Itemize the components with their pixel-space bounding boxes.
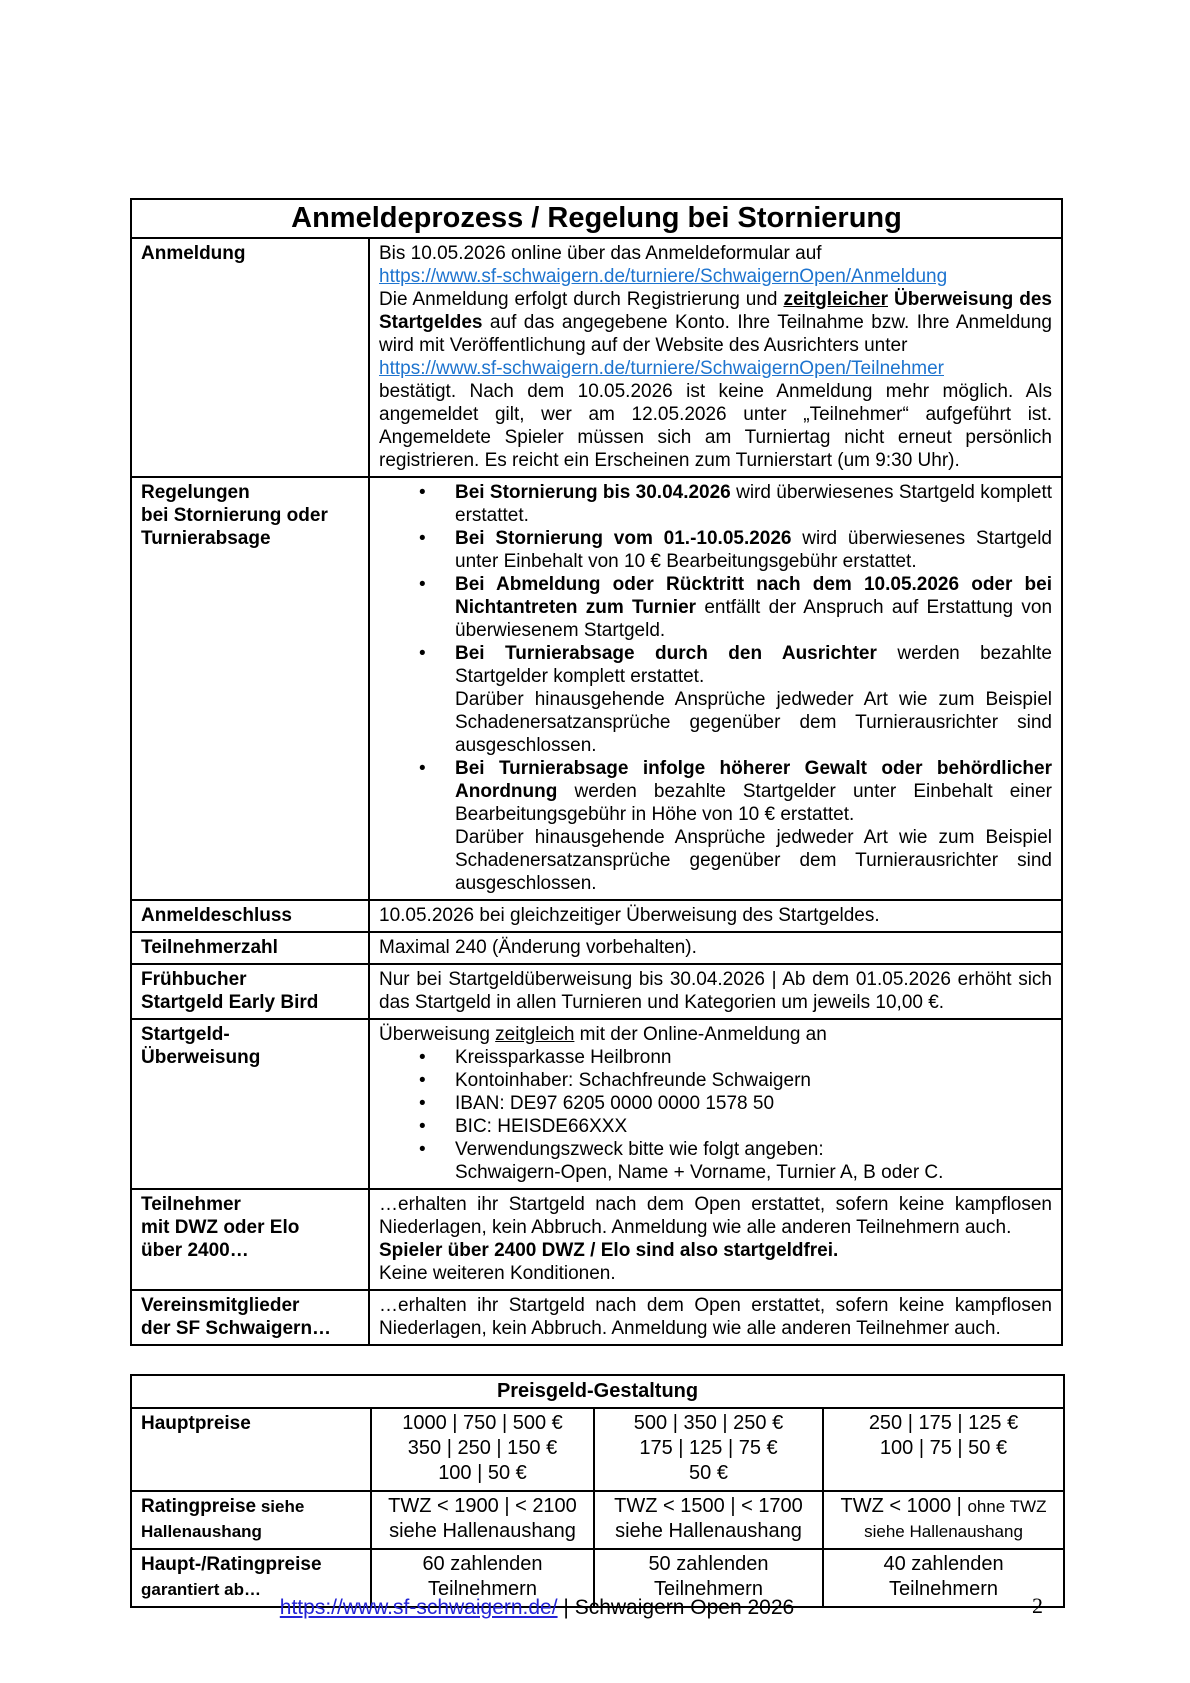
prize-line: 350 | 250 | 150 € xyxy=(407,1437,558,1459)
hauptpreise-turnier-b xyxy=(594,1408,823,1491)
paragraph: Keine weiteren Konditionen. xyxy=(379,1263,616,1284)
anmeldung-paragraph-2: bestätigt. Nach dem 10.05.2026 ist keine Anmeldung mehr möglich. Als angemeldet gilt, wer am 12.05.2026 unter „Teilnehmer“ aufgeführt ist. Angemeldete Spieler müssen sich am Turniertag nicht erneut persönlich registrieren. Es reicht ein Erscheinen zum Turnierstart (um 9:30 Uhr). xyxy=(379,381,1052,471)
bullet-item xyxy=(379,642,1052,757)
bullet-item xyxy=(379,527,1052,573)
fruehbucher-content xyxy=(369,964,1062,1019)
guarantee-line: Teilnehmern xyxy=(889,1578,998,1600)
rating-threshold xyxy=(828,1494,1059,1519)
text-segment-bold: Spieler über 2400 DWZ / Elo sind also startgeldfrei. xyxy=(379,1240,839,1261)
bullet-icon: • xyxy=(419,482,426,503)
payment-reference-line: Schwaigern-Open, Name + Vorname, Turnier A, B oder C. xyxy=(455,1162,944,1183)
anmeldung-link1-line xyxy=(379,265,1052,288)
row-startgeld-ueberweisung xyxy=(131,1019,1062,1189)
prize-line: 175 | 125 | 75 € xyxy=(639,1437,778,1459)
label-startgeld xyxy=(131,1019,369,1189)
label-line: Startgeld Early Bird xyxy=(141,992,319,1013)
bullet-text: Kontoinhaber: Schachfreunde Schwaigern xyxy=(455,1070,811,1091)
bullet-item xyxy=(379,573,1052,642)
label-line: Vereinsmitglieder xyxy=(141,1295,300,1316)
bullet-icon: • xyxy=(419,1047,426,1068)
bullet-text xyxy=(455,757,1052,826)
guarantee-line: 60 zahlenden xyxy=(422,1553,543,1575)
bullet-icon: • xyxy=(419,1139,426,1160)
label-line-small: Hallenaushang xyxy=(141,1522,262,1541)
startgeld-intro xyxy=(379,1023,1052,1046)
hauptpreise-turnier-c xyxy=(823,1408,1064,1491)
paragraph: …erhalten ihr Startgeld nach dem Open erstattet, sofern keine kampflosen Niederlagen, kein Abbruch. Anmeldung wie alle anderen Teilnehmer auch. xyxy=(379,1295,1052,1339)
text-segment-underline: zeitgleicher xyxy=(783,289,888,310)
label-line-small: garantiert ab… xyxy=(141,1580,261,1599)
text-segment: Überweisung xyxy=(379,1024,496,1045)
footer-website-link[interactable]: https://www.sf-schwaigern.de/ xyxy=(279,1596,558,1619)
bullet-item xyxy=(379,1046,1052,1069)
teilnehmerzahl-content: Maximal 240 (Änderung vorbehalten). xyxy=(369,932,1062,964)
text-segment-bold xyxy=(783,289,888,310)
bullet-text xyxy=(455,642,1052,688)
bullet-item xyxy=(379,1138,1052,1161)
prize-line: 500 | 350 | 250 € xyxy=(633,1412,784,1434)
label-line: Haupt-/Ratingpreise xyxy=(141,1554,322,1575)
prize-line: 250 | 175 | 125 € xyxy=(868,1412,1019,1434)
guarantee-line: 50 zahlenden xyxy=(648,1553,769,1575)
hauptpreise-turnier-a xyxy=(371,1408,594,1491)
ratingpreise-turnier-b xyxy=(594,1491,823,1549)
text-segment-bold: Bei Stornierung vom 01.-10.05.2026 xyxy=(455,528,792,549)
text-segment-small: ohne TWZ xyxy=(967,1497,1047,1516)
text-segment-bold: Bei Turnierabsage infolge höherer Gewalt oder behördlicher Anordnung xyxy=(455,758,1052,802)
rating-note: siehe Hallenaushang xyxy=(615,1520,802,1542)
text-segment: wird überwiesenes Startgeld unter Einbehalt von 10 € Bearbeitungsgebühr erstattet. xyxy=(455,528,1052,572)
text-segment: werden bezahlte Startgelder komplett erstattet. xyxy=(455,643,1052,687)
table2-title-row xyxy=(131,1375,1064,1408)
bullet-icon: • xyxy=(419,1070,426,1091)
registration-form-link[interactable]: https://www.sf-schwaigern.de/turniere/SchwaigernOpen/Anmeldung xyxy=(379,266,948,287)
anmeldung-link2-line xyxy=(379,357,1052,380)
text-segment: wird überwiesenes Startgeld komplett erstattet. xyxy=(455,482,1052,526)
text-segment-small: siehe xyxy=(256,1497,305,1516)
text-segment-bold: Ratingpreise xyxy=(141,1496,257,1517)
text-segment-bold: Überweisung des Startgeldes xyxy=(379,289,1052,333)
text-segment-bold: Bei Stornierung bis 30.04.2026 xyxy=(455,482,731,503)
bullet-item xyxy=(379,481,1052,527)
bullet-icon: • xyxy=(419,574,426,595)
footer-document-title: Schwaigern Open 2026 xyxy=(574,1596,795,1619)
anmeldung-line1: Bis 10.05.2026 online über das Anmeldeformular auf xyxy=(379,243,822,264)
label-line: bei Stornierung oder xyxy=(141,505,328,526)
row-anmeldeschluss xyxy=(131,900,1062,932)
row-vereinsmitglieder xyxy=(131,1290,1062,1345)
bullet-item xyxy=(379,757,1052,895)
rating-threshold: TWZ < 1500 | < 1700 xyxy=(614,1495,803,1517)
label-fruehbucher xyxy=(131,964,369,1019)
page-footer xyxy=(280,1595,794,1621)
guarantee-line: Teilnehmern xyxy=(428,1578,537,1600)
table1-title: Anmeldeprozess / Regelung bei Stornierung xyxy=(131,199,1062,238)
row-teilnehmerzahl xyxy=(131,932,1062,964)
vereinsmitglieder-content xyxy=(369,1290,1062,1345)
bullet-icon: • xyxy=(419,1093,426,1114)
rating-note: siehe Hallenaushang xyxy=(389,1520,576,1542)
label-line: Frühbucher xyxy=(141,969,247,990)
prize-line: 100 | 75 | 50 € xyxy=(879,1437,1008,1459)
label-line: Überweisung xyxy=(141,1047,261,1068)
text-segment-bold: Bei Turnierabsage durch den Ausrichter xyxy=(455,643,877,664)
label-anmeldeschluss: Anmeldeschluss xyxy=(131,900,369,932)
label-line: Turnierabsage xyxy=(141,528,271,549)
page-number: 2 xyxy=(1032,1593,1043,1618)
row-fruehbucher xyxy=(131,964,1062,1019)
bullet-text: IBAN: DE97 6205 0000 0000 1578 50 xyxy=(455,1093,775,1114)
label-teilnehmer-2400 xyxy=(131,1189,369,1290)
label-hauptpreise: Hauptpreise xyxy=(131,1408,371,1491)
label-line: Teilnehmer xyxy=(141,1194,241,1215)
garantie-turnier-c xyxy=(823,1549,1064,1607)
footer-separator: | xyxy=(557,1596,575,1619)
label-line: mit DWZ oder Elo xyxy=(141,1217,300,1238)
ratingpreise-turnier-a xyxy=(371,1491,594,1549)
label-regelungen xyxy=(131,477,369,900)
guarantee-line: Teilnehmern xyxy=(654,1578,763,1600)
bullet-text: Kreissparkasse Heilbronn xyxy=(455,1047,672,1068)
row-regelungen xyxy=(131,477,1062,900)
row-hauptpreise xyxy=(131,1408,1064,1491)
bullet-item xyxy=(379,1069,1052,1092)
prize-money-table xyxy=(130,1374,1065,1608)
text-segment-bold: Bei Abmeldung oder Rücktritt nach dem 10.05.2026 oder bei Nichtantreten zum Turnier xyxy=(455,574,1052,618)
bullet-continuation: Darüber hinausgehende Ansprüche jedweder Art wie zum Beispiel Schadenersatzansprüche gegenüber dem Turnierausrichter sind ausgeschlossen. xyxy=(455,689,1052,756)
bullet-item xyxy=(379,1115,1052,1138)
label-line: über 2400… xyxy=(141,1240,249,1261)
prize-line: 100 | 50 € xyxy=(438,1462,527,1484)
label-ratingpreise xyxy=(131,1491,371,1549)
prize-line: 50 € xyxy=(689,1462,728,1484)
bullet-icon: • xyxy=(419,758,426,779)
text-segment-underline: zeitgleich xyxy=(495,1024,575,1045)
label-line: der SF Schwaigern… xyxy=(141,1318,332,1339)
guarantee-line: 40 zahlenden xyxy=(883,1553,1004,1575)
table2-title: Preisgeld-Gestaltung xyxy=(131,1375,1064,1408)
row-ratingpreise xyxy=(131,1491,1064,1549)
startgeld-content xyxy=(369,1019,1062,1189)
text-segment: TWZ < 1000 | xyxy=(840,1495,968,1517)
paragraph-bold xyxy=(379,1239,1052,1262)
row-teilnehmer-2400 xyxy=(131,1189,1062,1290)
participants-list-link[interactable]: https://www.sf-schwaigern.de/turniere/SchwaigernOpen/Teilnehmer xyxy=(379,358,944,379)
bullet-icon: • xyxy=(419,1116,426,1137)
label-vereinsmitglieder xyxy=(131,1290,369,1345)
bullet-continuation: Darüber hinausgehende Ansprüche jedweder Art wie zum Beispiel Schadenersatzansprüche gegenüber dem Turnierausrichter sind ausgeschlossen. xyxy=(455,827,1052,894)
bullet-text: Verwendungszweck bitte wie folgt angeben: xyxy=(455,1139,824,1160)
rating-note-small: siehe Hallenaushang xyxy=(864,1522,1023,1541)
rating-threshold: TWZ < 1900 | < 2100 xyxy=(388,1495,577,1517)
paragraph: …erhalten ihr Startgeld nach dem Open erstattet, sofern keine kampflosen Niederlagen, kein Abbruch. Anmeldung wie alle anderen Teilnehmern auch. xyxy=(379,1194,1052,1238)
bullet-text xyxy=(455,527,1052,573)
document-content xyxy=(130,198,1063,1608)
anmeldeschluss-content: 10.05.2026 bei gleichzeitiger Überweisung des Startgeldes. xyxy=(369,900,1062,932)
label-teilnehmerzahl: Teilnehmerzahl xyxy=(131,932,369,964)
bullet-item xyxy=(379,1092,1052,1115)
table1-title-row xyxy=(131,199,1062,238)
text-segment: werden bezahlte Startgelder unter Einbehalt einer Bearbeitungsgebühr in Höhe von 10 € erstattet. xyxy=(455,781,1052,825)
label-line: Regelungen xyxy=(141,482,250,503)
fruehbucher-text: Nur bei Startgeldüberweisung bis 30.04.2026 | Ab dem 01.05.2026 erhöht sich das Startgeld in allen Turnieren und Kategorien um jeweils 10,00 €. xyxy=(379,969,1052,1013)
ratingpreise-turnier-c xyxy=(823,1491,1064,1549)
bullet-icon: • xyxy=(419,643,426,664)
text-segment: mit der Online-Anmeldung an xyxy=(574,1024,827,1045)
anmeldung-content xyxy=(369,238,1062,477)
registration-table xyxy=(130,198,1063,1346)
label-line xyxy=(141,1494,364,1519)
prize-line: 1000 | 750 | 500 € xyxy=(402,1412,563,1434)
row-anmeldung xyxy=(131,238,1062,477)
teilnehmer-2400-content xyxy=(369,1189,1062,1290)
bullet-text: BIC: HEISDE66XXX xyxy=(455,1116,628,1137)
text-segment: Die Anmeldung erfolgt durch Registrierung und xyxy=(379,289,784,310)
regelungen-content xyxy=(369,477,1062,900)
bullet-text xyxy=(455,481,1052,527)
bullet-text xyxy=(455,573,1052,642)
text-segment: entfällt der Anspruch auf Erstattung von überwiesenem Startgeld. xyxy=(455,597,1053,641)
text-segment: auf das angegebene Konto. Ihre Teilnahme bzw. Ihre Anmeldung wird mit Veröffentlichung auf der Website des Ausrichters unter xyxy=(379,312,1052,356)
anmeldung-paragraph-1 xyxy=(379,288,1052,357)
bullet-icon: • xyxy=(419,528,426,549)
label-anmeldung: Anmeldung xyxy=(131,238,369,477)
label-line: Startgeld- xyxy=(141,1024,230,1045)
